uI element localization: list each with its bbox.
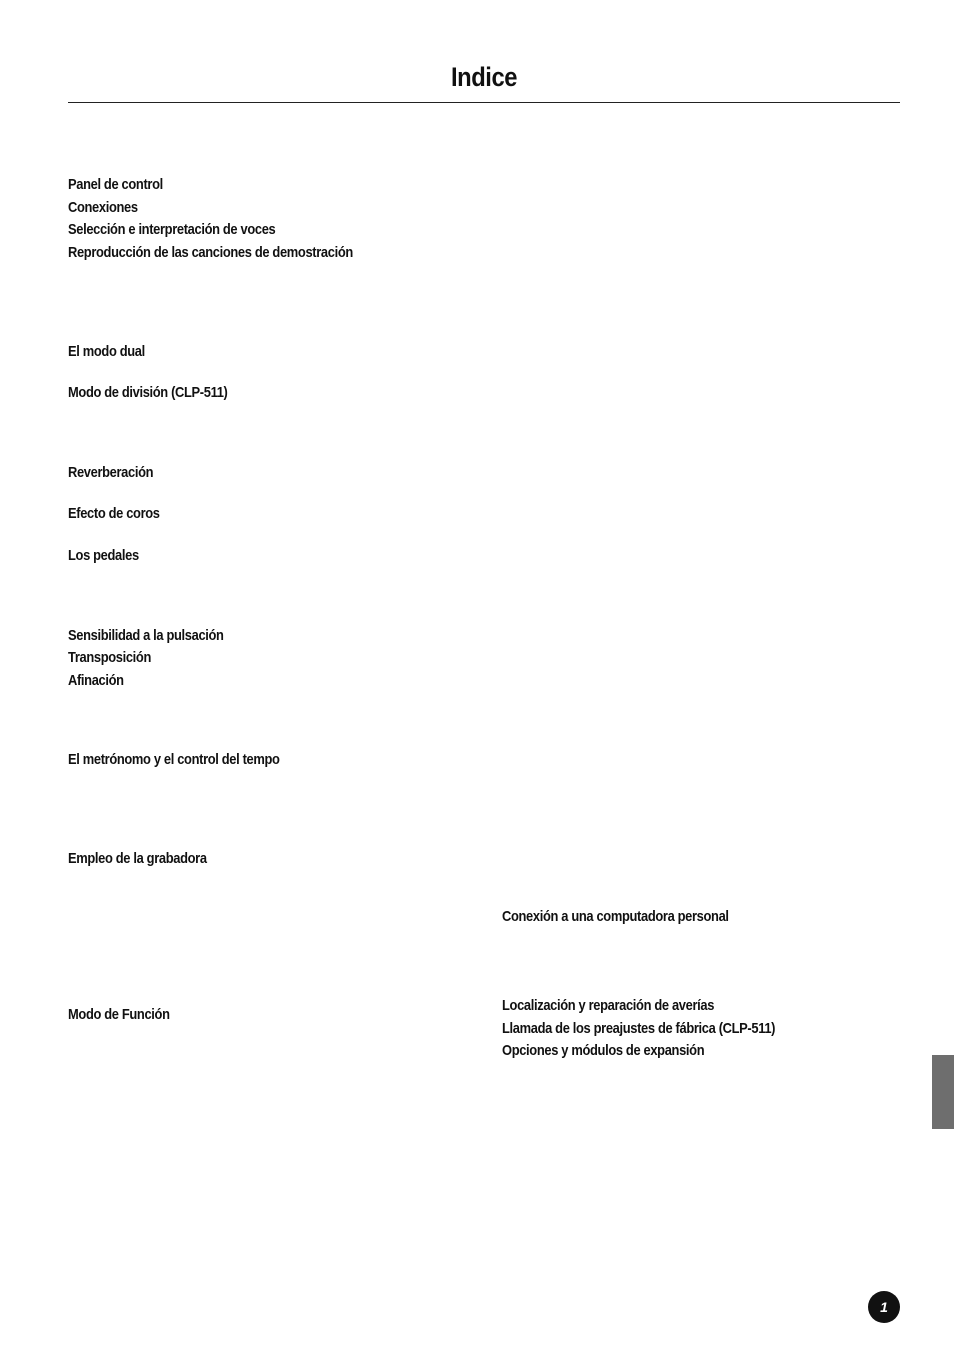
toc-entry[interactable]: Opciones y módulos de expansión: [502, 1042, 705, 1059]
toc-entry[interactable]: Conexión a una computadora personal: [502, 908, 729, 925]
toc-entry[interactable]: El modo dual: [68, 343, 145, 360]
toc-entry[interactable]: Modo de división (CLP-511): [68, 384, 228, 401]
toc-entry[interactable]: Reproducción de las canciones de demostración: [68, 244, 353, 261]
toc-entry[interactable]: Localización y reparación de averías: [502, 997, 715, 1014]
title-divider: [68, 102, 900, 103]
toc-entry[interactable]: Panel de control: [68, 176, 163, 193]
section-tab-marker: [932, 1055, 954, 1129]
toc-entry[interactable]: Modo de Función: [68, 1006, 170, 1023]
toc-entry[interactable]: Empleo de la grabadora: [68, 850, 207, 867]
toc-entry[interactable]: Reverberación: [68, 464, 154, 481]
toc-entry[interactable]: Conexiones: [68, 199, 138, 216]
toc-entry[interactable]: Llamada de los preajustes de fábrica (CLP-511): [502, 1020, 776, 1037]
toc-entry[interactable]: Transposición: [68, 649, 151, 666]
toc-entry[interactable]: El metrónomo y el control del tempo: [68, 751, 280, 768]
toc-entry[interactable]: Los pedales: [68, 547, 139, 564]
toc-entry[interactable]: Selección e interpretación de voces: [68, 221, 276, 238]
toc-entry[interactable]: Afinación: [68, 672, 124, 689]
page-title: Indice: [450, 62, 518, 92]
page-number-badge: 1: [868, 1291, 900, 1323]
toc-entry[interactable]: Sensibilidad a la pulsación: [68, 627, 224, 644]
toc-entry[interactable]: Efecto de coros: [68, 505, 160, 522]
